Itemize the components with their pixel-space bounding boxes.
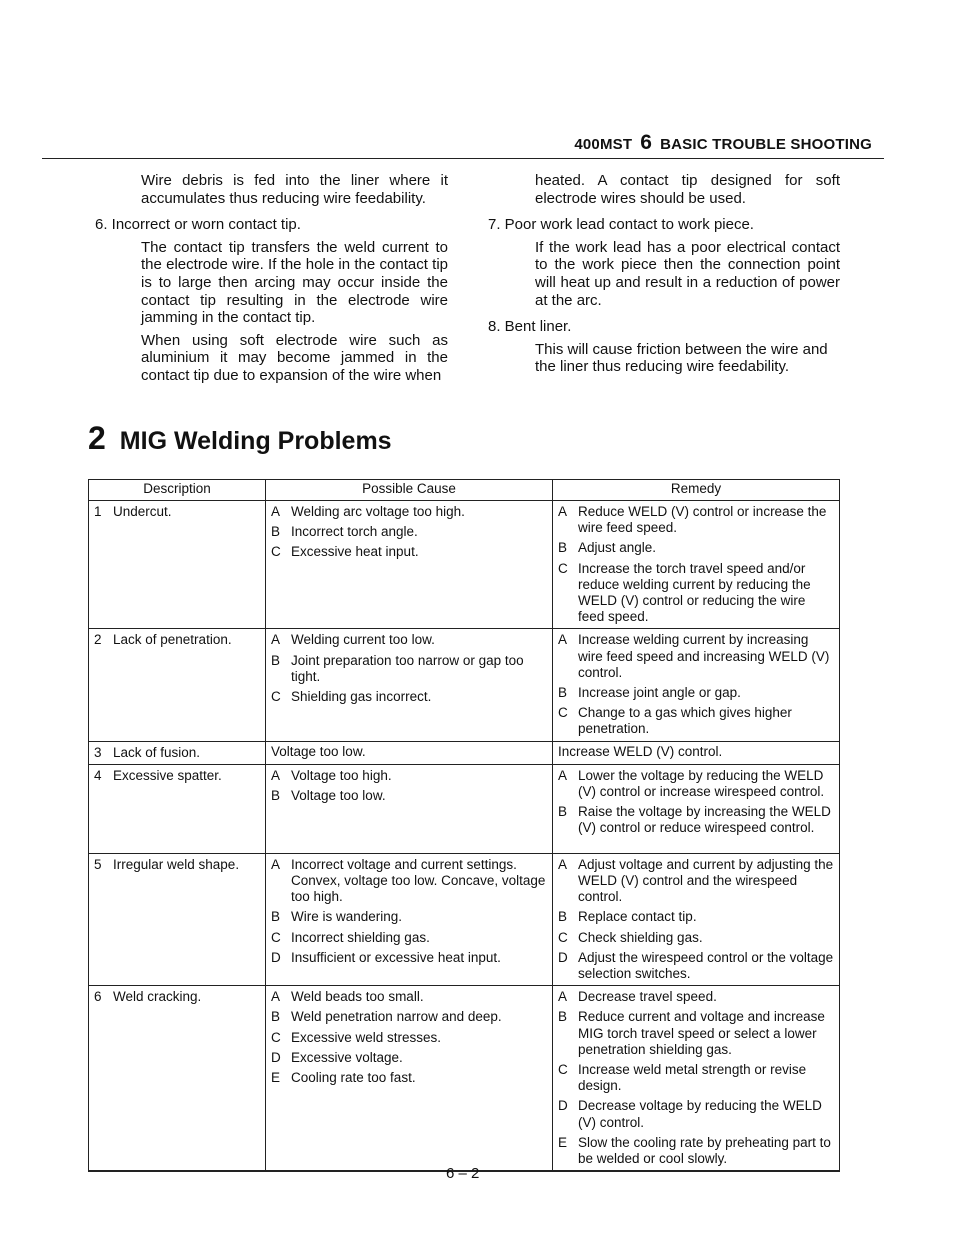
cause-item bbox=[271, 653, 548, 685]
remedy-item-text: Increase weld metal strength or revise design. bbox=[578, 1062, 807, 1094]
cause-item-text: Excessive weld stresses. bbox=[291, 1029, 442, 1045]
remedy-item-text: Adjust voltage and current by adjusting the WELD (V) control and the wirespeed control. bbox=[578, 856, 834, 905]
table-body bbox=[89, 501, 840, 1172]
remedy-item bbox=[558, 632, 835, 681]
row-description: Undercut. bbox=[113, 504, 172, 519]
description bbox=[94, 768, 261, 784]
remedy-item-text: Change to a gas which gives higher penetration. bbox=[578, 705, 792, 737]
row-description: Lack of fusion. bbox=[113, 744, 201, 760]
remedy-item-letter: A bbox=[558, 767, 568, 783]
remedy-item-text: Reduce WELD (V) control or increase the wire feed speed. bbox=[578, 504, 827, 536]
remedy-item bbox=[558, 768, 835, 800]
cause-item-letter: B bbox=[271, 652, 281, 668]
remedy-cell bbox=[553, 764, 840, 853]
remedy-item-letter: C bbox=[558, 705, 568, 721]
remedy-item-letter: B bbox=[558, 1009, 568, 1025]
remedy-item bbox=[558, 930, 835, 946]
remedy-item-letter: A bbox=[558, 504, 568, 519]
cause-item bbox=[271, 1070, 548, 1086]
item-8-title: 8. Bent liner. bbox=[488, 318, 572, 336]
remedy-item-text: Increase the torch travel speed and/or reduce welding current by reducing the WELD (V) control or reducing the wire feed speed. bbox=[578, 560, 811, 625]
description-cell bbox=[89, 629, 266, 741]
remedy-item-text: Decrease voltage by reducing the WELD (V) control. bbox=[578, 1098, 822, 1130]
cause-item bbox=[271, 1030, 548, 1046]
remedy-item-letter: A bbox=[558, 856, 568, 872]
remedy-item-text: Replace contact tip. bbox=[578, 909, 697, 925]
remedy-item bbox=[558, 540, 835, 556]
description bbox=[94, 632, 261, 648]
cause-item bbox=[271, 744, 548, 760]
remedy-item-letter: B bbox=[558, 909, 568, 925]
cause-item bbox=[271, 1009, 548, 1025]
cause-item-text: Incorrect torch angle. bbox=[291, 524, 418, 540]
item-8-paragraph: This will cause friction between the wire and the liner thus reducing wire feedability. bbox=[535, 340, 828, 376]
remedy-item bbox=[558, 1135, 835, 1167]
remedy-item-text: Slow the cooling rate by preheating part to be welded or cool slowly. bbox=[578, 1134, 831, 1167]
row-description: Lack of penetration. bbox=[113, 632, 232, 648]
remedy-cell bbox=[553, 629, 840, 741]
remedy-cell bbox=[553, 853, 840, 985]
cause-item-letter: B bbox=[271, 788, 281, 804]
cause-item-letter: B bbox=[271, 1009, 281, 1025]
cause-item bbox=[271, 788, 548, 804]
cause-item bbox=[271, 1050, 548, 1066]
cause-item bbox=[271, 857, 548, 906]
cause-item bbox=[271, 909, 548, 925]
cause-item bbox=[271, 689, 548, 705]
remedy-item bbox=[558, 1098, 835, 1130]
description-cell bbox=[89, 853, 266, 985]
table-row bbox=[89, 764, 840, 853]
cause-item-letter: A bbox=[271, 856, 281, 872]
wire-debris-paragraph: Wire debris is fed into the liner where it accumulates thus reducing wire feedability. bbox=[141, 172, 448, 207]
cause-item-text: Welding current too low. bbox=[291, 632, 435, 648]
cause-item-letter: A bbox=[271, 504, 281, 519]
remedy-item bbox=[558, 804, 835, 836]
header-chapter-number: 6 bbox=[640, 131, 653, 154]
remedy-item bbox=[558, 1009, 835, 1058]
description bbox=[94, 989, 261, 1005]
remedy-item bbox=[558, 561, 835, 626]
remedy-cell bbox=[553, 741, 840, 764]
table-row bbox=[89, 986, 840, 1172]
remedy-item-letter: B bbox=[558, 540, 568, 556]
cause-item bbox=[271, 524, 548, 540]
possible-cause-cell bbox=[266, 853, 553, 985]
cause-item-text: Excessive voltage. bbox=[291, 1049, 403, 1065]
cause-item bbox=[271, 950, 548, 966]
cause-item bbox=[271, 989, 548, 1005]
cause-item-letter: C bbox=[271, 544, 281, 560]
remedy-cell bbox=[553, 986, 840, 1172]
trouble-shooting-table bbox=[88, 479, 840, 1172]
description bbox=[94, 504, 261, 520]
remedy-item bbox=[558, 857, 835, 906]
description-cell bbox=[89, 986, 266, 1172]
remedy-item-text: Increase WELD (V) control. bbox=[558, 743, 723, 759]
cause-item-text: Shielding gas incorrect. bbox=[291, 689, 432, 705]
row-number: 5 bbox=[94, 856, 102, 872]
description bbox=[94, 745, 261, 761]
header-rule bbox=[42, 158, 884, 159]
cause-item-text: Voltage too low. bbox=[271, 743, 366, 759]
remedy-cell bbox=[553, 501, 840, 629]
header-model: 400MST bbox=[574, 136, 633, 153]
column-header-remedy: Remedy bbox=[553, 480, 840, 501]
cause-item-letter: A bbox=[271, 989, 281, 1005]
remedy-item-text: Increase welding current by increasing wire feed speed and increasing WELD (V) control. bbox=[578, 632, 830, 680]
remedy-item-letter: A bbox=[558, 989, 568, 1005]
remedy-item-letter: C bbox=[558, 560, 568, 576]
table-row bbox=[89, 741, 840, 764]
remedy-item-text: Reduce current and voltage and increase MIG torch travel speed or select a lower penetration shielding gas. bbox=[578, 1009, 825, 1057]
remedy-item bbox=[558, 705, 835, 737]
cause-item-text: Wire is wandering. bbox=[291, 909, 403, 925]
cause-item bbox=[271, 768, 548, 784]
remedy-item bbox=[558, 685, 835, 701]
item-6-paragraph-2: When using soft electrode wire such as aluminium it may become jammed in the contact tip due to expansion of the wire when bbox=[141, 331, 448, 384]
cause-item-letter: C bbox=[271, 689, 281, 705]
remedy-item-letter: C bbox=[558, 1062, 568, 1078]
header-chapter-title: BASIC TROUBLE SHOOTING bbox=[660, 136, 872, 153]
remedy-item-letter: B bbox=[558, 685, 568, 701]
row-number: 4 bbox=[94, 767, 102, 783]
item-7-title: 7. Poor work lead contact to work piece. bbox=[488, 216, 754, 234]
cause-item-text: Excessive heat input. bbox=[291, 544, 419, 560]
cause-item-text: Voltage too high. bbox=[291, 767, 392, 783]
description bbox=[94, 857, 261, 873]
possible-cause-cell bbox=[266, 986, 553, 1172]
row-description: Irregular weld shape. bbox=[113, 856, 240, 872]
description-cell bbox=[89, 501, 266, 629]
remedy-item-text: Check shielding gas. bbox=[578, 929, 703, 945]
remedy-item-letter: D bbox=[558, 949, 568, 965]
remedy-item-letter: C bbox=[558, 929, 568, 945]
remedy-item-text: Adjust the wirespeed control or the voltage selection switches. bbox=[578, 949, 834, 982]
cause-item-text: Joint preparation too narrow or gap too tight. bbox=[291, 652, 524, 684]
table-row bbox=[89, 853, 840, 985]
section-heading bbox=[88, 420, 392, 457]
remedy-item bbox=[558, 989, 835, 1005]
remedy-item-text: Raise the voltage by increasing the WELD (V) control or reduce wirespeed control. bbox=[578, 804, 831, 836]
cause-item-letter: B bbox=[271, 909, 281, 925]
possible-cause-cell bbox=[266, 741, 553, 764]
section-number: 2 bbox=[88, 420, 106, 456]
column-header-description: Description bbox=[89, 480, 266, 501]
row-number: 2 bbox=[94, 632, 102, 648]
heated-paragraph: heated. A contact tip designed for soft electrode wires should be used. bbox=[535, 172, 840, 207]
cause-item-text: Weld beads too small. bbox=[291, 989, 424, 1005]
cause-item bbox=[271, 930, 548, 946]
remedy-item-letter: B bbox=[558, 804, 568, 820]
remedy-item bbox=[558, 504, 835, 536]
cause-item bbox=[271, 504, 548, 520]
cause-item bbox=[271, 632, 548, 648]
remedy-item bbox=[558, 744, 835, 760]
column-header-possible-cause: Possible Cause bbox=[266, 480, 553, 501]
remedy-item-letter: E bbox=[558, 1134, 568, 1150]
cause-item bbox=[271, 544, 548, 560]
description-cell bbox=[89, 764, 266, 853]
row-number: 1 bbox=[94, 504, 102, 519]
page-number: 6 – 2 bbox=[446, 1165, 480, 1182]
cause-item-letter: A bbox=[271, 767, 281, 783]
cause-item-text: Incorrect voltage and current settings. Convex, voltage too low. Concave, voltage too high. bbox=[291, 856, 546, 905]
remedy-item-text: Lower the voltage by reducing the WELD (V) control or increase wirespeed control. bbox=[578, 767, 825, 800]
cause-item-letter: D bbox=[271, 1049, 281, 1065]
cause-item-text: Weld penetration narrow and deep. bbox=[291, 1009, 502, 1025]
item-7-paragraph: If the work lead has a poor electrical contact to the work piece then the connection point will heat up and result in a reduction of power at the arc. bbox=[535, 238, 840, 309]
table-header-row bbox=[89, 480, 840, 501]
cause-item-text: Voltage too low. bbox=[291, 788, 386, 804]
possible-cause-cell bbox=[266, 629, 553, 741]
remedy-item bbox=[558, 1062, 835, 1094]
remedy-item-text: Adjust angle. bbox=[578, 540, 657, 556]
cause-item-letter: A bbox=[271, 632, 281, 648]
cause-item-text: Welding arc voltage too high. bbox=[291, 504, 465, 519]
page-header bbox=[574, 131, 872, 155]
item-6-paragraph-1: The contact tip transfers the weld current to the electrode wire. If the hole in the contact tip is to large then arcing may occur inside the contact tip resulting in the electrode wire jamming in the contact tip. bbox=[141, 238, 448, 327]
row-number: 6 bbox=[94, 989, 102, 1005]
cause-item-letter: D bbox=[271, 949, 281, 965]
remedy-item-text: Decrease travel speed. bbox=[578, 989, 717, 1005]
possible-cause-cell bbox=[266, 764, 553, 853]
remedy-item-letter: A bbox=[558, 632, 568, 648]
cause-item-letter: C bbox=[271, 929, 281, 945]
remedy-item-text: Increase joint angle or gap. bbox=[578, 685, 741, 701]
row-description: Weld cracking. bbox=[113, 989, 202, 1005]
remedy-item-letter: D bbox=[558, 1098, 568, 1114]
description-cell bbox=[89, 741, 266, 764]
cause-item-text: Insufficient or excessive heat input. bbox=[291, 949, 501, 965]
row-number: 3 bbox=[94, 744, 102, 760]
item-6-title: 6. Incorrect or worn contact tip. bbox=[95, 216, 301, 234]
cause-item-letter: C bbox=[271, 1029, 281, 1045]
right-column bbox=[486, 172, 842, 376]
table-row bbox=[89, 501, 840, 629]
row-description: Excessive spatter. bbox=[113, 767, 222, 783]
remedy-item bbox=[558, 909, 835, 925]
cause-item-letter: B bbox=[271, 524, 281, 540]
remedy-item bbox=[558, 950, 835, 982]
left-column bbox=[92, 172, 448, 385]
cause-item-text: Incorrect shielding gas. bbox=[291, 929, 430, 945]
cause-item-letter: E bbox=[271, 1070, 281, 1086]
section-title: MIG Welding Problems bbox=[119, 427, 392, 455]
possible-cause-cell bbox=[266, 501, 553, 629]
table-row bbox=[89, 629, 840, 741]
cause-item-text: Cooling rate too fast. bbox=[291, 1070, 416, 1086]
